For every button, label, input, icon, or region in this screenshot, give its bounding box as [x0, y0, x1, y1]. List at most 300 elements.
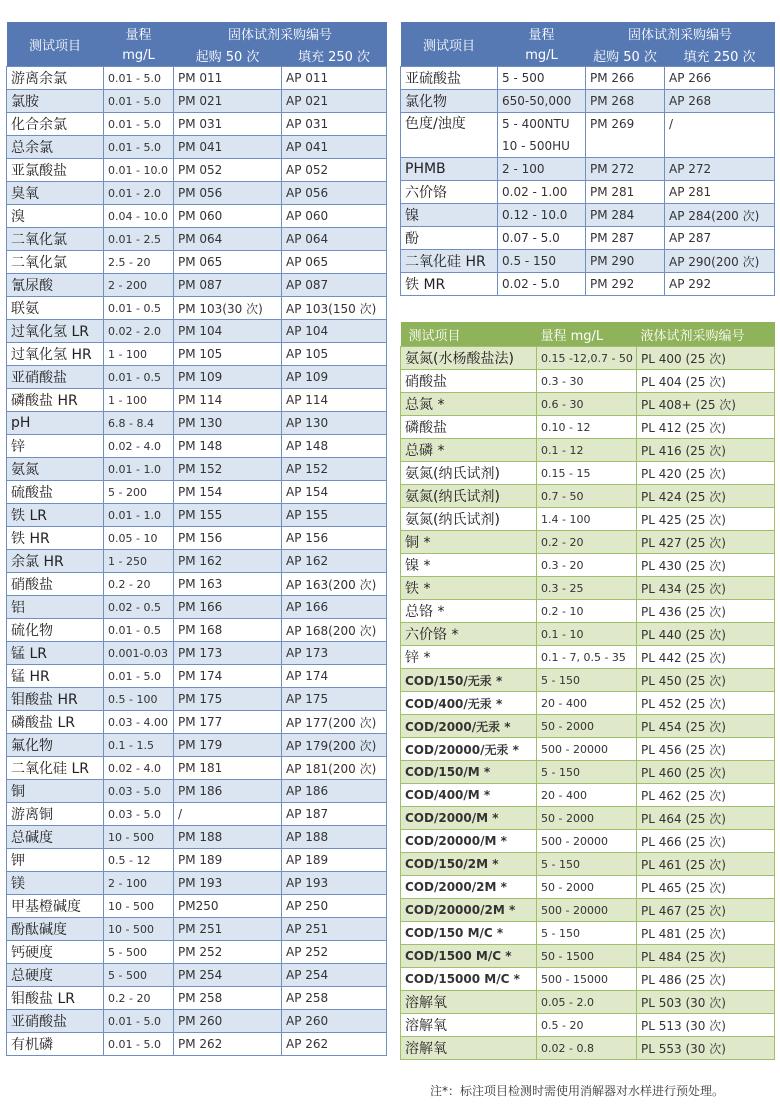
table-row — [7, 527, 387, 550]
table-row — [401, 692, 775, 715]
test-item-name: 硫酸盐 — [7, 481, 104, 504]
table-row — [401, 623, 775, 646]
ap-code: AP 173 — [282, 642, 387, 665]
pm-code: PM 266 — [586, 67, 665, 90]
range-value: 0.2 - 20 — [104, 987, 174, 1010]
pm-code: PM 031 — [174, 113, 282, 136]
range-value: 0.5 - 100 — [104, 688, 174, 711]
pl-code: PL 440 (25 次) — [637, 623, 775, 646]
table-row — [7, 113, 387, 136]
ap-code: AP 060 — [282, 205, 387, 228]
table-row — [7, 895, 387, 918]
solid-reagent-table-left — [6, 22, 387, 1056]
range-value: 500 - 20000 — [537, 830, 637, 853]
pl-code: PL 420 (25 次) — [637, 462, 775, 485]
pm-code: PM 168 — [174, 619, 282, 642]
pm-code: PM 189 — [174, 849, 282, 872]
pl-code: PL 424 (25 次) — [637, 485, 775, 508]
table-row — [7, 366, 387, 389]
pm-code: PM 130 — [174, 412, 282, 435]
table-row — [401, 853, 775, 876]
table-row — [401, 945, 775, 968]
header-sub-2: 填充 250 次 — [282, 44, 387, 67]
test-item-name: COD/400/M * — [401, 784, 537, 807]
test-item-name: 氟化物 — [7, 734, 104, 757]
test-item-name: 铜 * — [401, 531, 537, 554]
header-range-unit: mg/L — [498, 44, 586, 67]
table-row — [401, 250, 775, 273]
pm-code: PM 103(30 次) — [174, 297, 282, 320]
table-row — [7, 711, 387, 734]
range-value: 5 - 500 — [498, 67, 586, 90]
table-row — [7, 550, 387, 573]
table-row — [401, 738, 775, 761]
test-item-name: 钙硬度 — [7, 941, 104, 964]
range-value: 0.01 - 1.0 — [104, 504, 174, 527]
table-row — [7, 205, 387, 228]
liquid-reagent-table — [400, 322, 775, 1060]
table-row — [401, 968, 775, 991]
range-value: 5 - 150 — [537, 669, 637, 692]
header-item: 测试项目 — [7, 22, 104, 67]
test-item-name: 锰 HR — [7, 665, 104, 688]
table-row — [7, 619, 387, 642]
pl-code: PL 404 (25 次) — [637, 370, 775, 393]
range-value: 500 - 20000 — [537, 899, 637, 922]
ap-code: AP 064 — [282, 228, 387, 251]
ap-code: AP 114 — [282, 389, 387, 412]
table-row — [7, 987, 387, 1010]
ap-code: AP 290(200 次) — [665, 250, 775, 273]
test-item-name: 余氯 HR — [7, 550, 104, 573]
pl-code: PL 462 (25 次) — [637, 784, 775, 807]
pl-code: PL 456 (25 次) — [637, 738, 775, 761]
table-row — [401, 991, 775, 1014]
test-item-name: COD/150 M/C * — [401, 922, 537, 945]
range-value: 20 - 400 — [537, 692, 637, 715]
range-value: 1 - 250 — [104, 550, 174, 573]
pm-code: PM 173 — [174, 642, 282, 665]
ap-code: AP 156 — [282, 527, 387, 550]
test-item-name: 游离余氯 — [7, 67, 104, 90]
range-value: 2 - 100 — [498, 158, 586, 181]
range-value: 0.01 - 5.0 — [104, 136, 174, 159]
table-row — [401, 646, 775, 669]
range-value: 0.1 - 12 — [537, 439, 637, 462]
table-row — [7, 964, 387, 987]
header-sub-2: 填充 250 次 — [665, 44, 775, 67]
range-line-1: 5 - 400NTU — [502, 117, 570, 131]
range-value: 0.01 - 0.5 — [104, 366, 174, 389]
range-value: 0.15 -12,0.7 - 50 — [537, 347, 637, 370]
header-sub-1: 起购 50 次 — [174, 44, 282, 67]
pm-code: PM 105 — [174, 343, 282, 366]
pm-code: / — [174, 803, 282, 826]
header-range: 量程 — [498, 22, 586, 44]
ap-code: AP 152 — [282, 458, 387, 481]
pm-code: PM 175 — [174, 688, 282, 711]
table-row — [401, 899, 775, 922]
pm-code: PM 156 — [174, 527, 282, 550]
test-item-name: 溴 — [7, 205, 104, 228]
range-value: 0.3 - 30 — [537, 370, 637, 393]
ap-code: AP 179(200 次) — [282, 734, 387, 757]
pl-code: PL 464 (25 次) — [637, 807, 775, 830]
range-value: 0.07 - 5.0 — [498, 227, 586, 250]
ap-code: AP 260 — [282, 1010, 387, 1033]
ap-code: AP 292 — [665, 273, 775, 296]
table-row — [401, 90, 775, 113]
pl-code: PL 452 (25 次) — [637, 692, 775, 715]
test-item-name: 亚硝酸盐 — [7, 1010, 104, 1033]
test-item-name: 总磷 * — [401, 439, 537, 462]
ap-code: AP 284(200 次) — [665, 204, 775, 227]
pm-code: PM 272 — [586, 158, 665, 181]
pm-code: PM 114 — [174, 389, 282, 412]
range-value: 10 - 500 — [104, 826, 174, 849]
range-value: 0.2 - 20 — [537, 531, 637, 554]
table-row — [7, 182, 387, 205]
pm-code: PM 260 — [174, 1010, 282, 1033]
ap-code: AP 266 — [665, 67, 775, 90]
test-item-name: 亚硫酸盐 — [401, 67, 498, 90]
pl-code: PL 400 (25 次) — [637, 347, 775, 370]
table-row — [401, 273, 775, 296]
range-value: 0.5 - 20 — [537, 1014, 637, 1037]
range-value: 0.05 - 10 — [104, 527, 174, 550]
ap-code: AP 087 — [282, 274, 387, 297]
table-row — [401, 462, 775, 485]
pl-code: PL 553 (30 次) — [637, 1037, 775, 1060]
test-item-name: 二氧化氯 — [7, 251, 104, 274]
test-item-name: 总余氯 — [7, 136, 104, 159]
table-row — [401, 393, 775, 416]
range-value: 2.5 - 20 — [104, 251, 174, 274]
pm-code: PM 021 — [174, 90, 282, 113]
header-sub-1: 起购 50 次 — [586, 44, 665, 67]
range-value: 0.02 - 4.0 — [104, 435, 174, 458]
table-row — [401, 669, 775, 692]
range-value: 50 - 1500 — [537, 945, 637, 968]
pl-code: PL 513 (30 次) — [637, 1014, 775, 1037]
test-item-name: 锰 LR — [7, 642, 104, 665]
ap-code: AP 065 — [282, 251, 387, 274]
header-range: 量程 — [104, 22, 174, 44]
range-value: 1.4 - 100 — [537, 508, 637, 531]
pm-code: PM 181 — [174, 757, 282, 780]
pm-code: PM 268 — [586, 90, 665, 113]
test-item-name: 镍 — [401, 204, 498, 227]
test-item-name: COD/150/M * — [401, 761, 537, 784]
pm-code: PM 166 — [174, 596, 282, 619]
table-row — [7, 412, 387, 435]
ap-code: AP 056 — [282, 182, 387, 205]
test-item-name: 过氧化氢 LR — [7, 320, 104, 343]
range-value: 0.12 - 10.0 — [498, 204, 586, 227]
pl-code: PL 465 (25 次) — [637, 876, 775, 899]
test-item-name: 氨氮(水杨酸盐法) — [401, 347, 537, 370]
pm-code: PM 287 — [586, 227, 665, 250]
table-row — [7, 504, 387, 527]
pm-code: PM 011 — [174, 67, 282, 90]
table-row — [7, 849, 387, 872]
range-value: 0.1 - 10 — [537, 623, 637, 646]
ap-code: AP 174 — [282, 665, 387, 688]
table-row — [401, 577, 775, 600]
table-row — [401, 600, 775, 623]
test-item-name: 铜 — [7, 780, 104, 803]
test-item-name: 硫化物 — [7, 619, 104, 642]
range-value: 50 - 2000 — [537, 876, 637, 899]
table-row — [401, 508, 775, 531]
test-item-name: 酚 — [401, 227, 498, 250]
ap-code: AP 181(200 次) — [282, 757, 387, 780]
range-value: 2 - 200 — [104, 274, 174, 297]
test-item-name: 镁 — [7, 872, 104, 895]
ap-code: AP 193 — [282, 872, 387, 895]
range-value: 500 - 15000 — [537, 968, 637, 991]
pm-code: PM 148 — [174, 435, 282, 458]
range-value: 0.1 - 1.5 — [104, 734, 174, 757]
ap-code: AP 252 — [282, 941, 387, 964]
table-row — [401, 830, 775, 853]
range-value: 5 - 150 — [537, 853, 637, 876]
test-item-name: 有机磷 — [7, 1033, 104, 1056]
ap-code: AP 186 — [282, 780, 387, 803]
test-item-name: COD/20000/2M * — [401, 899, 537, 922]
solid-reagent-table-right — [400, 22, 775, 296]
test-item-name: 总铬 * — [401, 600, 537, 623]
range-value: 0.01 - 5.0 — [104, 1010, 174, 1033]
ap-code: AP 148 — [282, 435, 387, 458]
range-value: 0.01 - 2.5 — [104, 228, 174, 251]
pl-code: PL 434 (25 次) — [637, 577, 775, 600]
table-row — [401, 485, 775, 508]
table-row — [7, 688, 387, 711]
table-row — [7, 734, 387, 757]
range-value: 0.05 - 2.0 — [537, 991, 637, 1014]
range-value: 10 - 500 — [104, 918, 174, 941]
range-value: 0.03 - 5.0 — [104, 780, 174, 803]
ap-code: AP 262 — [282, 1033, 387, 1056]
pm-code: PM 193 — [174, 872, 282, 895]
range-value: 0.01 - 10.0 — [104, 159, 174, 182]
pl-code: PL 450 (25 次) — [637, 669, 775, 692]
test-item-name: 锌 — [7, 435, 104, 458]
table-row — [7, 872, 387, 895]
range-value: 0.3 - 20 — [537, 554, 637, 577]
test-item-name: 酚酞碱度 — [7, 918, 104, 941]
test-item-name: 臭氧 — [7, 182, 104, 205]
table-row — [7, 573, 387, 596]
ap-code: / — [665, 113, 775, 158]
range-value: 0.01 - 0.5 — [104, 297, 174, 320]
pl-code: PL 436 (25 次) — [637, 600, 775, 623]
range-line-2: 10 - 500HU — [502, 139, 570, 153]
range-value: 10 - 500 — [104, 895, 174, 918]
test-item-name: 氰尿酸 — [7, 274, 104, 297]
range-value: 2 - 100 — [104, 872, 174, 895]
table-row — [7, 297, 387, 320]
header-row — [401, 322, 775, 347]
table-row — [401, 370, 775, 393]
pl-code: PL 416 (25 次) — [637, 439, 775, 462]
test-item-name: 铝 — [7, 596, 104, 619]
range-value: 0.01 - 5.0 — [104, 1033, 174, 1056]
test-item-name: COD/1500 M/C * — [401, 945, 537, 968]
ap-code: AP 103(150 次) — [282, 297, 387, 320]
pl-code: PL 408+ (25 次) — [637, 393, 775, 416]
range-value: 0.02 - 4.0 — [104, 757, 174, 780]
test-item-name: 氨氮(纳氏试剂) — [401, 508, 537, 531]
test-item-name: 总硬度 — [7, 964, 104, 987]
table-row — [7, 435, 387, 458]
test-item-name: 六价铬 — [401, 181, 498, 204]
test-item-name: 磷酸盐 — [401, 416, 537, 439]
pm-code: PM 052 — [174, 159, 282, 182]
range-value: 5 - 200 — [104, 481, 174, 504]
range-value: 5 - 500 — [104, 964, 174, 987]
range-value: 0.5 - 150 — [498, 250, 586, 273]
test-item-name: 六价铬 * — [401, 623, 537, 646]
pm-code: PM 188 — [174, 826, 282, 849]
table-row — [7, 803, 387, 826]
pm-code: PM 186 — [174, 780, 282, 803]
table-row — [7, 918, 387, 941]
table-row — [401, 347, 775, 370]
range-value: 0.01 - 5.0 — [104, 665, 174, 688]
test-item-name: 甲基橙碱度 — [7, 895, 104, 918]
table-row — [7, 274, 387, 297]
ap-code: AP 154 — [282, 481, 387, 504]
table-row — [401, 227, 775, 250]
ap-code: AP 109 — [282, 366, 387, 389]
test-item-name: COD/2000/2M * — [401, 876, 537, 899]
table-row — [401, 784, 775, 807]
pm-code: PM 177 — [174, 711, 282, 734]
pm-code: PM 152 — [174, 458, 282, 481]
table-row — [7, 757, 387, 780]
test-item-name: 二氧化氯 — [7, 228, 104, 251]
test-item-name: 镍 * — [401, 554, 537, 577]
pm-code: PM 064 — [174, 228, 282, 251]
table-row — [401, 554, 775, 577]
range-value: 0.01 - 1.0 — [104, 458, 174, 481]
pl-code: PL 412 (25 次) — [637, 416, 775, 439]
ap-code: AP 052 — [282, 159, 387, 182]
test-item-name: 溶解氧 — [401, 1037, 537, 1060]
test-item-name: COD/150/2M * — [401, 853, 537, 876]
header-item: 测试项目 — [401, 22, 498, 67]
test-item-name: 氨氮(纳氏试剂) — [401, 485, 537, 508]
test-item-name: 铁 HR — [7, 527, 104, 550]
table-row — [7, 251, 387, 274]
range-value: 0.03 - 5.0 — [104, 803, 174, 826]
pm-code: PM 162 — [174, 550, 282, 573]
range-value: 20 - 400 — [537, 784, 637, 807]
range-value: 0.7 - 50 — [537, 485, 637, 508]
test-item-name: COD/20000/无汞 * — [401, 738, 537, 761]
pl-code: PL 425 (25 次) — [637, 508, 775, 531]
test-item-name: PHMB — [401, 158, 498, 181]
pm-code: PM 155 — [174, 504, 282, 527]
pl-code: PL 486 (25 次) — [637, 968, 775, 991]
header-code: 液体试剂采购编号 — [637, 322, 775, 347]
test-item-name: pH — [7, 412, 104, 435]
test-item-name: 亚硝酸盐 — [7, 366, 104, 389]
table-row — [401, 416, 775, 439]
pm-code: PM 269 — [586, 113, 665, 158]
range-value: 0.01 - 5.0 — [104, 67, 174, 90]
pm-code: PM 174 — [174, 665, 282, 688]
table-row — [7, 1010, 387, 1033]
header-code: 固体试剂采购编号 — [174, 22, 387, 44]
header-row — [7, 22, 387, 44]
pm-code: PM 109 — [174, 366, 282, 389]
pl-code: PL 454 (25 次) — [637, 715, 775, 738]
range-value: 1 - 100 — [104, 389, 174, 412]
test-item-name: 磷酸盐 HR — [7, 389, 104, 412]
table-row — [7, 67, 387, 90]
range-value: 0.2 - 20 — [104, 573, 174, 596]
test-item-name: 溶解氧 — [401, 1014, 537, 1037]
test-item-name: 氯化物 — [401, 90, 498, 113]
pm-code: PM250 — [174, 895, 282, 918]
range-value: 0.02 - 0.5 — [104, 596, 174, 619]
range-value: 0.001-0.03 — [104, 642, 174, 665]
pm-code: PM 254 — [174, 964, 282, 987]
pm-code: PM 065 — [174, 251, 282, 274]
pm-code: PM 087 — [174, 274, 282, 297]
range-value: 0.6 - 30 — [537, 393, 637, 416]
pm-code: PM 056 — [174, 182, 282, 205]
range-value: 5 - 500 — [104, 941, 174, 964]
table-row — [401, 67, 775, 90]
header-item: 测试项目 — [401, 322, 537, 347]
pm-code: PM 251 — [174, 918, 282, 941]
range-value: 0.2 - 10 — [537, 600, 637, 623]
ap-code: AP 177(200 次) — [282, 711, 387, 734]
pm-code: PM 258 — [174, 987, 282, 1010]
test-item-name: 钼酸盐 LR — [7, 987, 104, 1010]
ap-code: AP 011 — [282, 67, 387, 90]
range-value: 0.04 - 10.0 — [104, 205, 174, 228]
range-value: 0.01 - 5.0 — [104, 113, 174, 136]
test-item-name: 硝酸盐 — [7, 573, 104, 596]
test-item-name: 钼酸盐 HR — [7, 688, 104, 711]
ap-code: AP 104 — [282, 320, 387, 343]
table-row — [7, 228, 387, 251]
test-item-name: 硝酸盐 — [401, 370, 537, 393]
ap-code: AP 188 — [282, 826, 387, 849]
ap-code: AP 155 — [282, 504, 387, 527]
table-row — [7, 780, 387, 803]
pm-code: PM 284 — [586, 204, 665, 227]
ap-code: AP 258 — [282, 987, 387, 1010]
test-item-name: 磷酸盐 LR — [7, 711, 104, 734]
ap-code: AP 251 — [282, 918, 387, 941]
range-value: 0.03 - 4.00 — [104, 711, 174, 734]
header-range-unit: mg/L — [104, 44, 174, 67]
table-row — [7, 596, 387, 619]
table-row — [7, 320, 387, 343]
range-value — [498, 113, 586, 158]
ap-code: AP 287 — [665, 227, 775, 250]
table-row — [401, 1037, 775, 1060]
range-value: 5 - 150 — [537, 761, 637, 784]
ap-code: AP 130 — [282, 412, 387, 435]
test-item-name: 联氨 — [7, 297, 104, 320]
